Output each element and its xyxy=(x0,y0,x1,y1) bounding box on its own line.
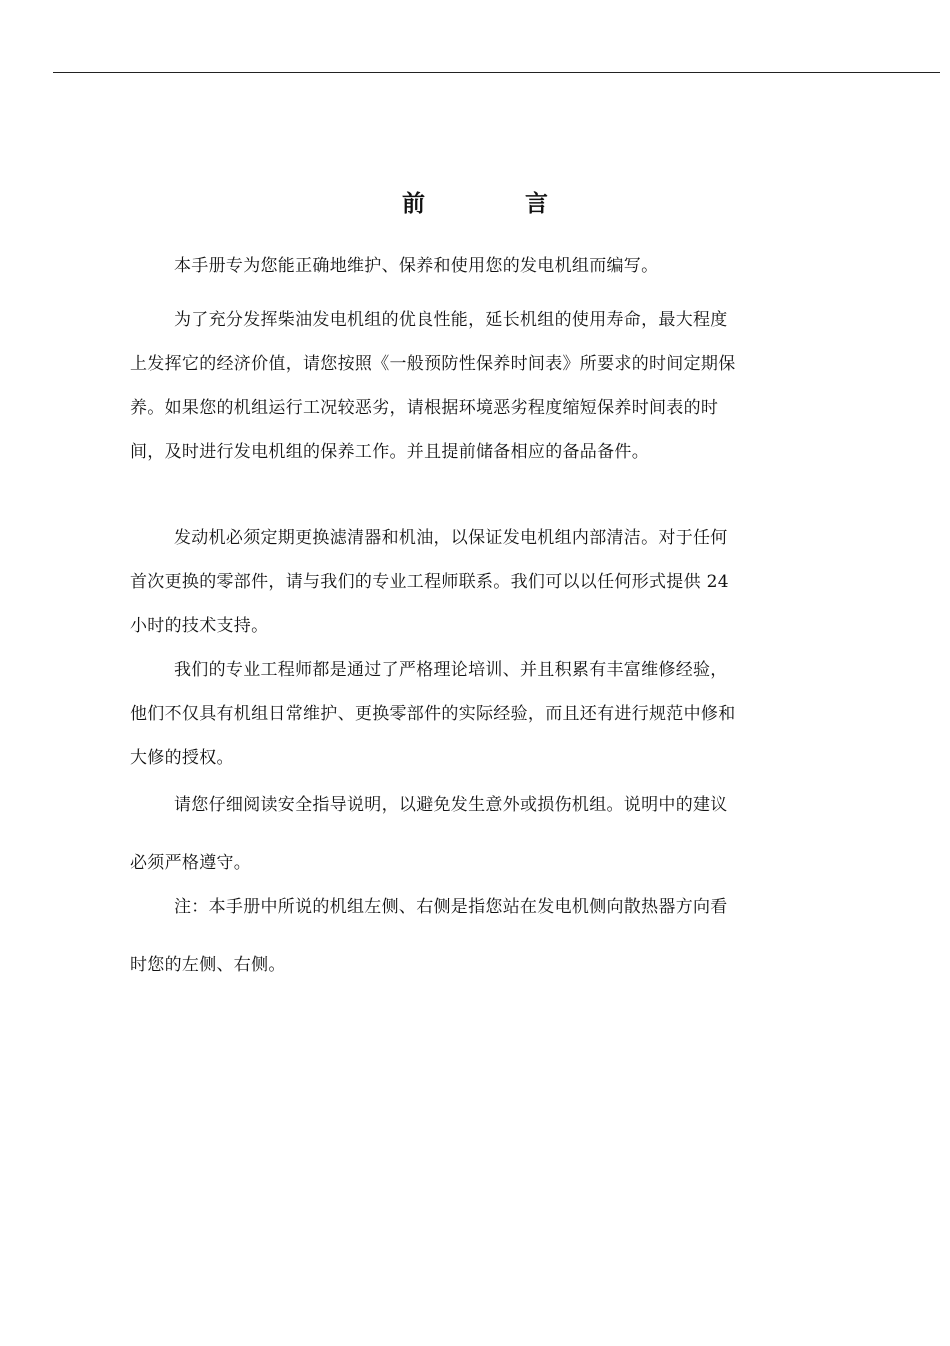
paragraph-filters-oil: 发动机必须定期更换滤清器和机油，以保证发电机组内部清洁。对于任何首次更换的零部件，请与我们的专业工程师联系。我们可以以任何形式提供 24 小时的技术支持。 xyxy=(130,528,729,636)
paragraph-safety: 请您仔细阅读安全指导说明，以避免发生意外或损伤机组。说明中的建议必须严格遵守。 xyxy=(130,795,728,873)
page-title: 前 言 xyxy=(401,190,594,218)
paragraph-maintenance-schedule: 为了充分发挥柴油发电机组的优良性能，延长机组的使用寿命，最大程度上发挥它的经济价值，请您按照《一般预防性保养时间表》所要求的时间定期保养。如果您的机组运行工况较恶劣，请根据环境恶劣程度缩短保养时间表的时间，及时进行发电机组的保养工作。并且提前储备相应的备品备件。 xyxy=(130,310,736,462)
paragraph-engineers: 我们的专业工程师都是通过了严格理论培训、并且积累有丰富维修经验，他们不仅具有机组日常维护、更换零部件的实际经验，而且还有进行规范中修和大修的授权。 xyxy=(130,660,736,768)
paragraph-intro: 本手册专为您能正确地维护、保养和使用您的发电机组而编写。 xyxy=(174,256,659,276)
paragraph-note: 注：本手册中所说的机组左侧、右侧是指您站在发电机侧向散热器方向看时您的左侧、右侧。 xyxy=(130,897,728,975)
header-rule xyxy=(53,72,940,73)
